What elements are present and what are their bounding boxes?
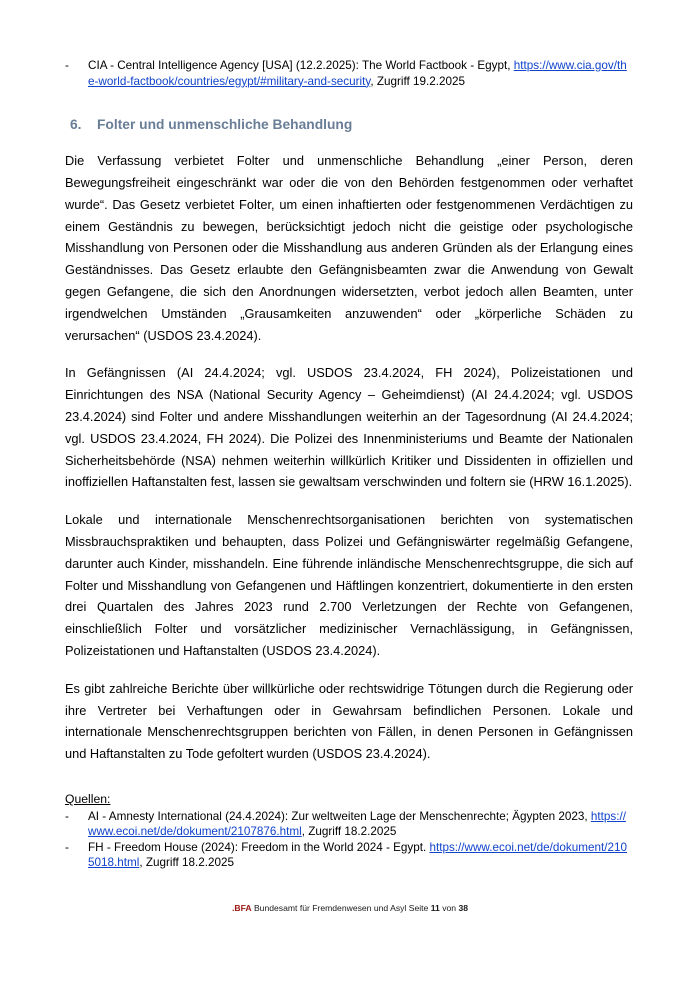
- section-heading: [70, 116, 633, 134]
- sources-block: [65, 792, 633, 871]
- source-item: [65, 809, 633, 840]
- source-entry: [88, 809, 633, 840]
- source-item: [65, 58, 633, 89]
- source-text-after: , Zugriff 18.2.2025: [139, 856, 234, 870]
- footer-von-label: von: [442, 903, 457, 913]
- source-text-before: FH - Freedom House (2024): Freedom in the World 2024 - Egypt.: [88, 840, 430, 854]
- section-number: 6.: [70, 117, 82, 133]
- source-link[interactable]: https://www.ecoi.net/de/dokument/2105018.html: [88, 840, 627, 870]
- footer-page-total: 38: [458, 903, 468, 913]
- bfa-logo: .BFA: [231, 903, 252, 913]
- sources-label: Quellen:: [65, 791, 111, 806]
- body-paragraph-4: Es gibt zahlreiche Berichte über willkürliche oder rechtswidrige Tötungen durch die Regierung oder ihre Vertreter bei Verhaftungen oder in Gewahrsam befindlichen Personen. Lokale und internationale Menschenrechtsgruppen berichten von Fällen, in denen Personen in Gefängnissen und Haftanstalten zu Tode gefoltert wurden (USDOS 23.4.2024).: [65, 680, 633, 762]
- body-paragraph-2: In Gefängnissen (AI 24.4.2024; vgl. USDOS 23.4.2024, FH 2024), Polizeistationen und Einrichtungen des NSA (National Security Agency – Geheimdienst) (AI 24.4.2024; vgl. USDOS 23.4.2024) sind Folter und andere Misshandlungen weiterhin an der Tagesordnung (AI 24.4.2024; vgl. USDOS 23.4.2024, FH 2024). Die Polizei des Innenministeriums und Beamte der Nationalen Sicherheitsbehörde (NSA) nehmen weiterhin willkürlich Kritiker und Dissidenten in offiziellen und inoffiziellen Haftanstalten fest, lassen sie gewaltsam verschwinden und foltern sie (HRW 16.1.2025).: [65, 365, 633, 490]
- list-dash-marker: -: [65, 840, 69, 854]
- source-text-after: , Zugriff 18.2.2025: [301, 825, 397, 839]
- footer-org-text: Bundesamt für Fremdenwesen und Asyl Seite: [253, 903, 429, 913]
- top-source-list: [65, 58, 633, 89]
- body-paragraph-1: Die Verfassung verbietet Folter und unmenschliche Behandlung „einer Person, deren Bewegungsfreiheit eingeschränkt war oder die von den Behörden festgenommen oder verhaftet wurde“. Das Gesetz verbietet Folter, um einen inhaftierten oder festgenommenen Verdächtigen zu einem Geständnis zu bewegen, berücksichtigt jedoch nicht die geistige oder psychologische Misshandlung von Personen oder die Misshandlung aus anderen Gründen als der Erlangung eines Geständnisses. Das Gesetz erlaubte den Gefängnisbeamten zwar die Anwendung von Gewalt gegen Gefangene, die sich den Anordnungen widersetzten, verbot jedoch allen Beamten, unter irgendwelchen Umständen „Grausamkeiten anzuwenden“ oder „körperliche Schäden zu verursachen“ (USDOS 23.4.2024).: [65, 153, 633, 343]
- source-link[interactable]: https://www.ecoi.net/de/dokument/2107876.html: [88, 809, 626, 839]
- source-text-before: CIA - Central Intelligence Agency [USA] (12.2.2025): The World Factbook - Egypt,: [88, 59, 514, 72]
- source-link[interactable]: https://www.cia.gov/the-world-factbook/countries/egypt/#military-and-security: [88, 59, 627, 88]
- list-dash-marker: -: [65, 809, 69, 823]
- section-title: Folter und unmenschliche Behandlung: [97, 117, 353, 133]
- source-entry: [88, 840, 633, 871]
- list-dash-marker: -: [65, 59, 69, 72]
- body-paragraph-3: Lokale und internationale Menschenrechtsorganisationen berichten von systematischen Missbrauchspraktiken und behaupten, dass Polizei und Gefängniswärter regelmäßig Gefangene, darunter auch Kinder, misshandeln. Eine führende inländische Menschenrechtsgruppe, die sich auf Folter und Misshandlung von Gefangenen und Häftlingen konzentriert, dokumentierte in den ersten drei Quartalen des Jahres 2023 rund 2.700 Verletzungen der Rechte von Gefangenen, einschließlich Folter und vorsätzlicher medizinischer Vernachlässigung, in Gefängnissen, Polizeistationen und Haftanstalten (USDOS 23.4.2024).: [65, 512, 633, 658]
- source-entry: [88, 58, 633, 89]
- source-text-after: , Zugriff 19.2.2025: [370, 74, 465, 88]
- footer-page-number: 11: [430, 903, 440, 913]
- page-footer: [0, 903, 700, 914]
- source-text-before: AI - Amnesty International (24.4.2024): Zur weltweiten Lage der Menschenrechte; Ägypten 2023,: [88, 809, 591, 823]
- source-item: [65, 840, 633, 871]
